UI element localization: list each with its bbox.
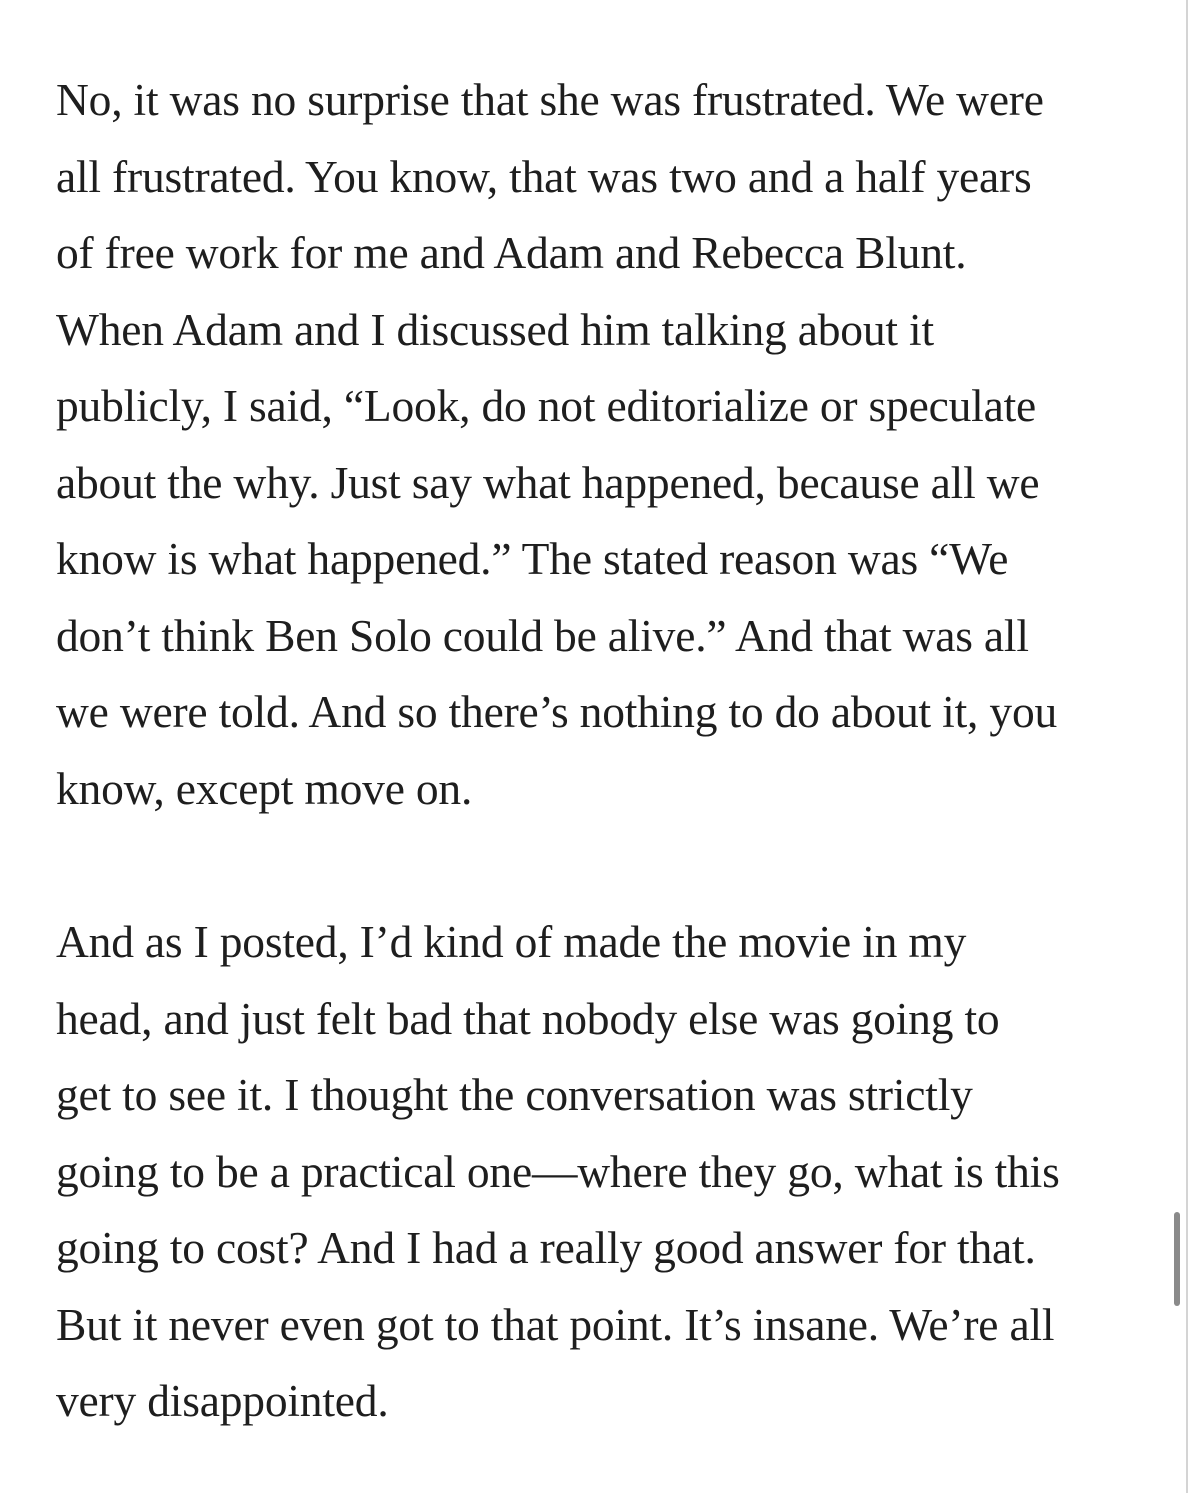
text-line: publicly, I said, “Look, do not editorialize or speculate — [56, 380, 1037, 431]
text-line: get to see it. I thought the conversation was strictly — [56, 1069, 973, 1120]
text-line: And as I posted, I’d kind of made the movie in my — [56, 916, 967, 967]
paragraph-spacer — [56, 827, 1146, 904]
text-line: of free work for me and Adam and Rebecca Blunt. — [56, 227, 967, 278]
text-line: about the why. Just say what happened, because all we — [56, 456, 1040, 508]
paragraph-2 — [56, 904, 1146, 1440]
text-line: going to cost? And I had a really good answer for that. — [56, 1222, 1036, 1273]
text-line: When Adam and I discussed him talking about it — [56, 303, 934, 355]
text-line: But it never even got to that point. It’s insane. We’re all — [56, 1298, 1055, 1350]
paragraph-1 — [56, 62, 1146, 827]
article-text — [56, 62, 1146, 1440]
text-line: know, except move on. — [56, 762, 473, 814]
text-line: don’t think Ben Solo could be alive.” And that was all — [56, 609, 1029, 661]
text-line: all frustrated. You know, that was two and a half years — [56, 150, 1032, 202]
text-line: very disappointed. — [56, 1375, 389, 1426]
text-line: we were told. And so there’s nothing to do about it, you — [56, 686, 1058, 737]
text-line: head, and just felt bad that nobody else was going to — [56, 992, 1000, 1044]
page-edge-divider — [1186, 0, 1188, 1493]
text-line: know is what happened.” The stated reason was “We — [56, 533, 1009, 584]
text-line: going to be a practical one—where they go, what is this — [56, 1145, 1060, 1197]
text-line: No, it was no surprise that she was frustrated. We were — [56, 74, 1044, 125]
scrollbar-thumb[interactable] — [1174, 1212, 1180, 1306]
